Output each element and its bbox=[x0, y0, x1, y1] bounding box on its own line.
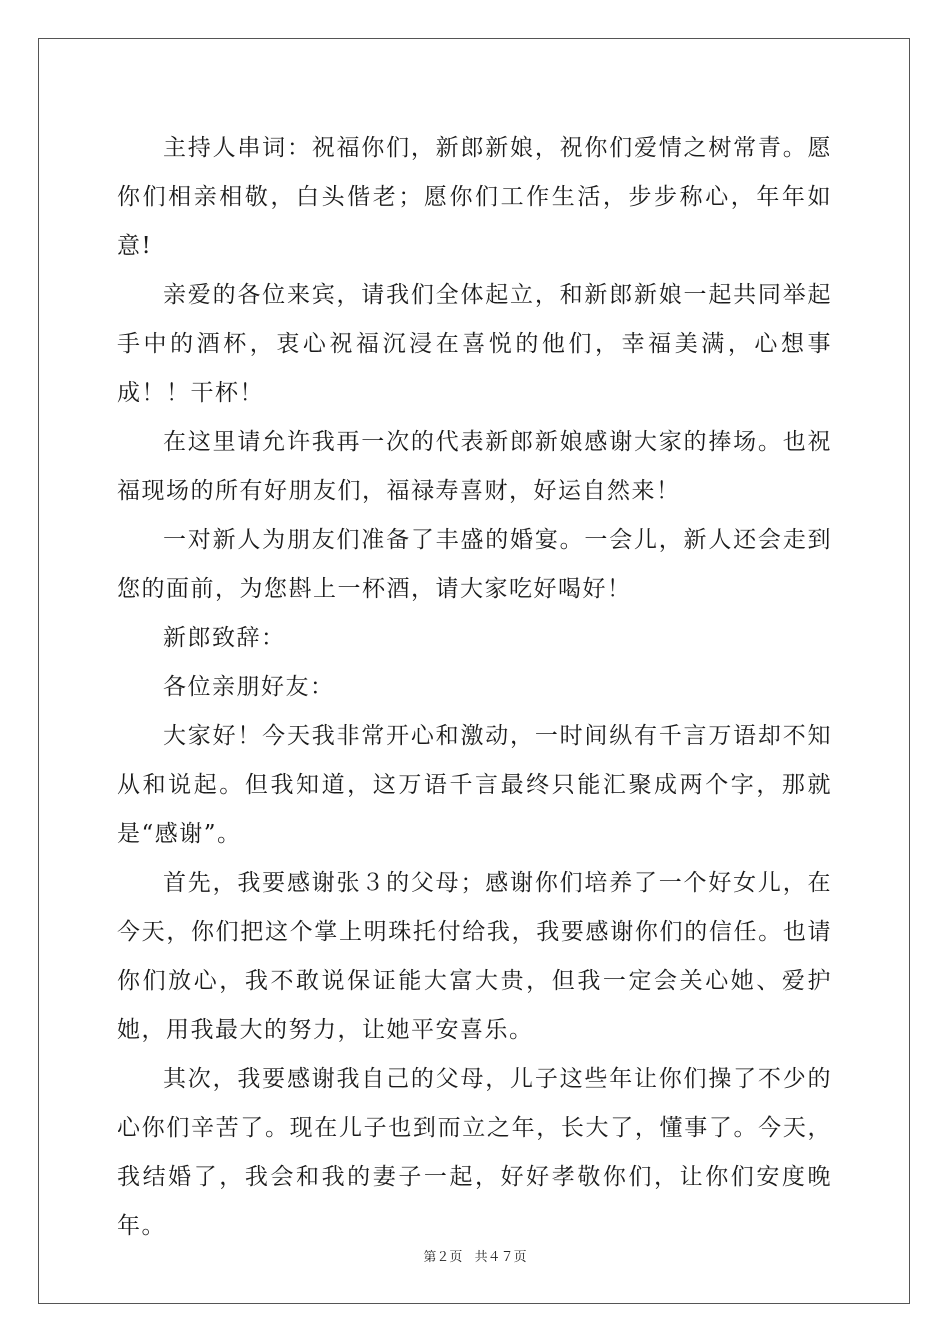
document-body bbox=[117, 124, 832, 1251]
page-total: 共４７页 bbox=[474, 1250, 527, 1265]
page-number: 第２页 bbox=[423, 1250, 463, 1265]
page-footer bbox=[0, 1246, 950, 1265]
paragraph-banquet: 一对新人为朋友们准备了丰盛的婚宴。一会儿，新人还会走到您的面前，为您斟上一杯酒，请大家吃好喝好！ bbox=[117, 527, 832, 602]
paragraph-toast: 亲爱的各位来宾，请我们全体起立，和新郎新娘一起共同举起手中的酒杯，衷心祝福沉浸在喜悦的他们，幸福美满，心想事成！！干杯！ bbox=[117, 282, 832, 406]
paragraph-thanks-parents: 其次，我要感谢我自己的父母，儿子这些年让你们操了不少的心你们辛苦了。现在儿子也到而立之年，长大了，懂事了。今天，我结婚了，我会和我的妻子一起，好好孝敬你们，让你们安度晚年。 bbox=[117, 1066, 832, 1239]
paragraph-greeting: 大家好！今天我非常开心和激动，一时间纵有千言万语却不知从和说起。但我知道，这万语千言最终只能汇聚成两个字，那就是“感谢”。 bbox=[117, 723, 832, 847]
paragraph-thanks-in-laws: 首先，我要感谢张３的父母；感谢你们培养了一个好女儿，在今天，你们把这个掌上明珠托付给我，我要感谢你们的信任。也请你们放心，我不敢说保证能大富大贵，但我一定会关心她、爱护她，用我最大的努力，让她平安喜乐。 bbox=[117, 870, 832, 1043]
paragraph-salutation: 各位亲朋好友： bbox=[163, 674, 335, 700]
paragraph-host-blessing: 主持人串词：祝福你们，新郎新娘，祝你们爱情之树常青。愿你们相亲相敬，白头偕老；愿你们工作生活，步步称心，年年如意! bbox=[117, 135, 832, 259]
paragraph-groom-speech-heading: 新郎致辞： bbox=[163, 625, 286, 651]
paragraph-thanks-guests: 在这里请允许我再一次的代表新郎新娘感谢大家的捧场。也祝福现场的所有好朋友们，福禄寿喜财，好运自然来！ bbox=[117, 429, 832, 504]
